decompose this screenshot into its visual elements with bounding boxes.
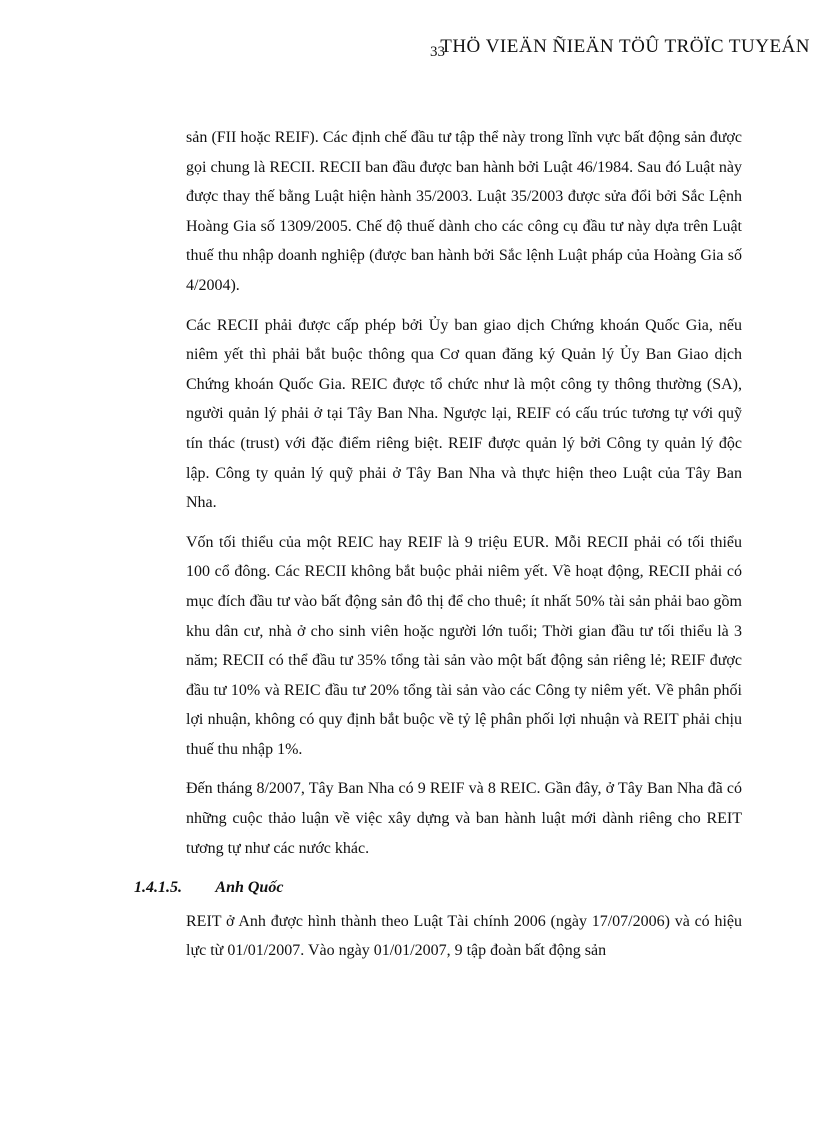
paragraph: REIT ở Anh được hình thành theo Luật Tài chính 2006 (ngày 17/07/2006) và có hiệu lực từ 01/01/2007. Vào ngày 01/01/2007, 9 tập đoàn bất động sản <box>186 912 742 960</box>
section-title: Anh Quốc <box>215 879 284 897</box>
paragraph: Đến tháng 8/2007, Tây Ban Nha có 9 REIF và 8 REIC. Gần đây, ở Tây Ban Nha đã có những cuộc thảo luận về việc xây dựng và ban hành luật mới dành riêng cho REIT tương tự như các nước khác. <box>186 780 742 857</box>
section-heading <box>134 873 742 903</box>
paragraph: Vốn tối thiểu của một REIC hay REIF là 9 triệu EUR. Mỗi RECII phải có tối thiểu 100 cổ đông. Các RECII không bắt buộc phải niêm yết. Về hoạt động, RECII phải có mục đích đầu tư vào bất động sản đô thị để cho thuê; ít nhất 50% tài sản phải bao gồm khu dân cư, nhà ở cho sinh viên hoặc người lớn tuổi; Thời gian đầu tư tối thiểu là 3 năm; RECII có thể đầu tư 35% tổng tài sản vào một bất động sản riêng lẻ; REIF được đầu tư 10% và REIC đầu tư 20% tổng tài sản vào các Công ty niêm yết. Về phân phối lợi nhuận, không có quy định bắt buộc về tỷ lệ phân phối lợi nhuận và REIT phải chịu thuế thu nhập 1%. <box>186 533 742 758</box>
paragraph: sản (FII hoặc REIF). Các định chế đầu tư tập thể này trong lĩnh vực bất động sản được gọi chung là RECII. RECII ban đầu được ban hành bởi Luật 46/1984. Sau đó Luật này được thay thế bằng Luật hiện hành 35/2003. Luật 35/2003 được sửa đổi bởi Sắc Lệnh Hoàng Gia số 1309/2005. Chế độ thuế dành cho các công cụ đầu tư này dựa trên Luật thuế thu nhập doanh nghiệp (được ban hành bởi Sắc lệnh Luật pháp của Hoàng Gia số 4/2004). <box>186 129 742 294</box>
page-header <box>0 30 816 70</box>
document-body <box>134 123 742 976</box>
paragraph: Các RECII phải được cấp phép bởi Ủy ban giao dịch Chứng khoán Quốc Gia, nếu niêm yết thì phải bắt buộc thông qua Cơ quan đăng ký Quản lý Ủy Ban Giao dịch Chứng khoán Quốc Gia. REIC được tổ chức như là một công ty thông thường (SA), người quản lý phải ở tại Tây Ban Nha. Ngược lại, REIF có cấu trúc tương tự với quỹ tín thác (trust) với đặc điểm riêng biệt. REIF được quản lý bởi Công ty quản lý độc lập. Công ty quản lý quỹ phải ở Tây Ban Nha và thực hiện theo Luật của Tây Ban Nha. <box>186 316 742 512</box>
page-number: 33 <box>430 44 445 60</box>
section-number: 1.4.1.5. <box>134 879 182 897</box>
header-title: THÖ VIEÄN ÑIEÄN TÖÛ TRÖÏC TUYEÁN <box>440 36 810 57</box>
